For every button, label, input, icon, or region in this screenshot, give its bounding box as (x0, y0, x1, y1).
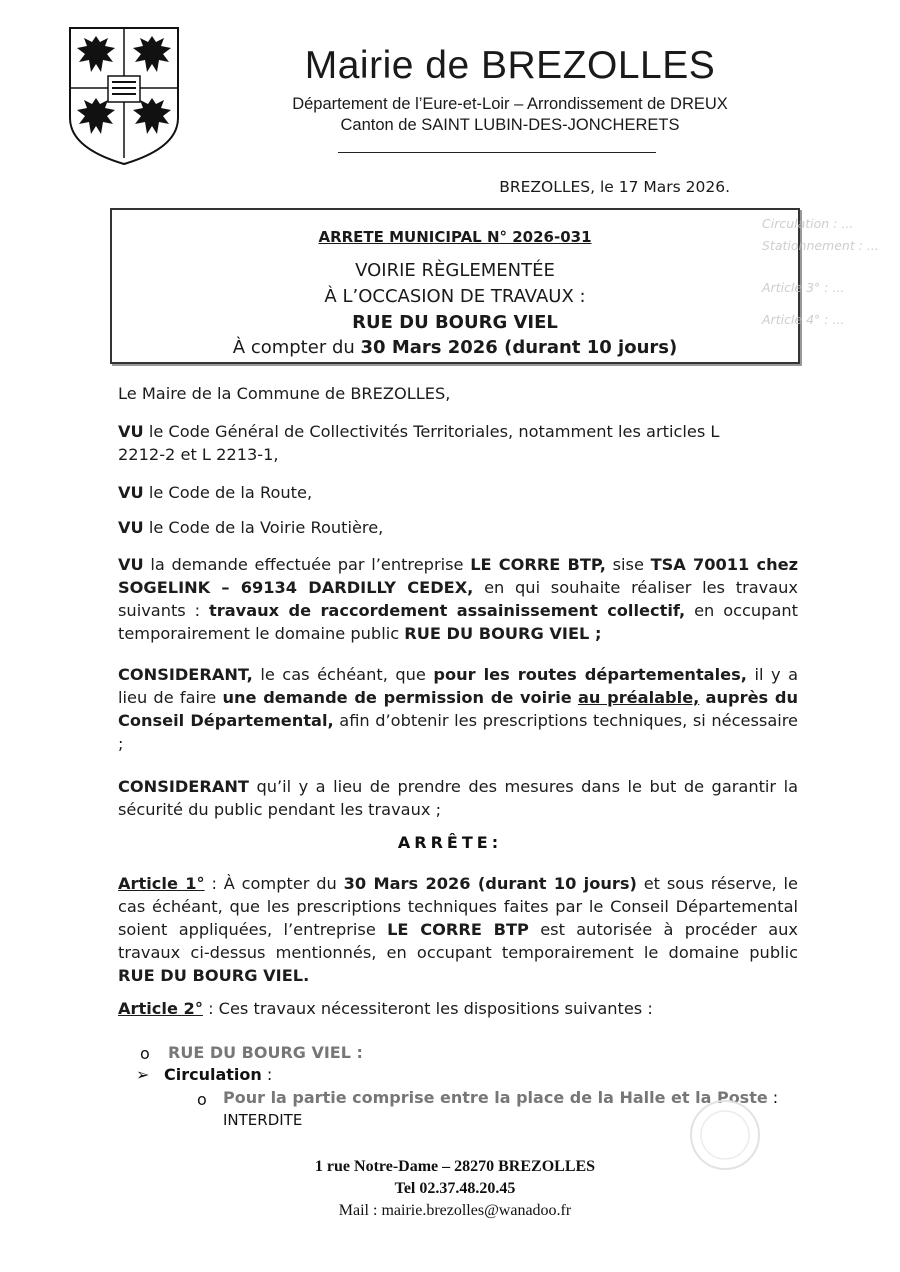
circulation-value: INTERDITE (223, 1111, 303, 1129)
footer-address: 1 rue Notre-Dame – 28270 BREZOLLES (314, 1158, 596, 1175)
vu-demande-paragraph: VU la demande effectuée par l’entreprise LE CORRE BTP, sise TSA 70011 chez SOGELINK – 69134 DARDILLY CEDEX, en qui souhaite réaliser les travaux suivants : travaux de raccordement assainissement collectif, en occupant temporairement le domaine public RUE DU BOURG VIEL ; (118, 555, 798, 643)
bleed-text: Article 4° : ... (762, 312, 845, 327)
bleed-text: Article 3° : ... (762, 280, 845, 295)
box-street: RUE DU BOURG VIEL (352, 312, 558, 333)
canton-line: Canton de SAINT LUBIN-DES-JONCHERETS (340, 116, 680, 134)
vu-code-route-paragraph: VU le Code de la Route, (118, 483, 313, 502)
bleed-text: Circulation : ... (762, 216, 854, 231)
document-date: BREZOLLES, le 17 Mars 2026. (499, 178, 730, 196)
bleed-text: Stationnement : ... (762, 238, 879, 253)
header-rule (338, 152, 656, 153)
arrete-heading: ARRÊTE: (397, 833, 503, 852)
arrow-bullet-icon: ➢ (136, 1065, 150, 1084)
box-line-voirie: VOIRIE RÈGLEMENTÉE (355, 260, 555, 281)
vu-cgct-paragraph: VU le Code Général de Collectivités Territoriales, notamment les articles L 2212-2 et L 2213-1, (118, 422, 720, 464)
sub-bullet-circle: o (197, 1090, 207, 1109)
arrete-number: ARRETE MUNICIPAL N° 2026-031 (318, 228, 592, 246)
footer-tel: Tel 02.37.48.20.45 (394, 1180, 516, 1197)
vu-voirie-paragraph: VU le Code de la Voirie Routière, (118, 518, 384, 537)
considerant-permission-paragraph: CONSIDERANT, le cas échéant, que pour les routes départementales, il y a lieu de faire une demande de permission de voirie au préalable, auprès du Conseil Départemental, afin d’obtenir les prescriptions techniques, si nécessaire ; (118, 665, 799, 753)
mairie-title: Mairie de BREZOLLES (304, 44, 716, 87)
department-line: Département de l’Eure-et-Loir – Arrondissement de DREUX (292, 95, 728, 113)
footer-mail: Mail : mairie.brezolles@wanadoo.fr (338, 1202, 572, 1219)
box-line-travaux: À L’OCCASION DE TRAVAUX : (324, 286, 586, 307)
circulation-section: Pour la partie comprise entre la place de la Halle et la Poste : (223, 1088, 779, 1107)
bullet-circle: o (140, 1044, 150, 1063)
coat-of-arms-icon (68, 26, 180, 166)
arrete-title-box (110, 208, 879, 364)
list-street: RUE DU BOURG VIEL : (168, 1043, 363, 1062)
considerant-securite-paragraph: CONSIDERANT qu’il y a lieu de prendre des mesures dans le but de garantir la sécurité du public pendant les travaux ; (118, 777, 798, 819)
article-1-paragraph: Article 1° : À compter du 30 Mars 2026 (durant 10 jours) et sous réserve, le cas échéant, que les prescriptions techniques faites par le Conseil Départemental soient appliquées, l’entreprise LE CORRE BTP est autorisée à procéder aux travaux ci-dessus mentionnés, en occupant temporairement le domaine public RUE DU BOURG VIEL. (118, 874, 798, 985)
circulation-label: Circulation : (164, 1065, 273, 1084)
article-2-paragraph: Article 2° : Ces travaux nécessiteront les dispositions suivantes : (118, 999, 653, 1018)
box-date-line: À compter du 30 Mars 2026 (durant 10 jours) (232, 337, 678, 358)
intro-paragraph: Le Maire de la Commune de BREZOLLES, (118, 384, 451, 403)
